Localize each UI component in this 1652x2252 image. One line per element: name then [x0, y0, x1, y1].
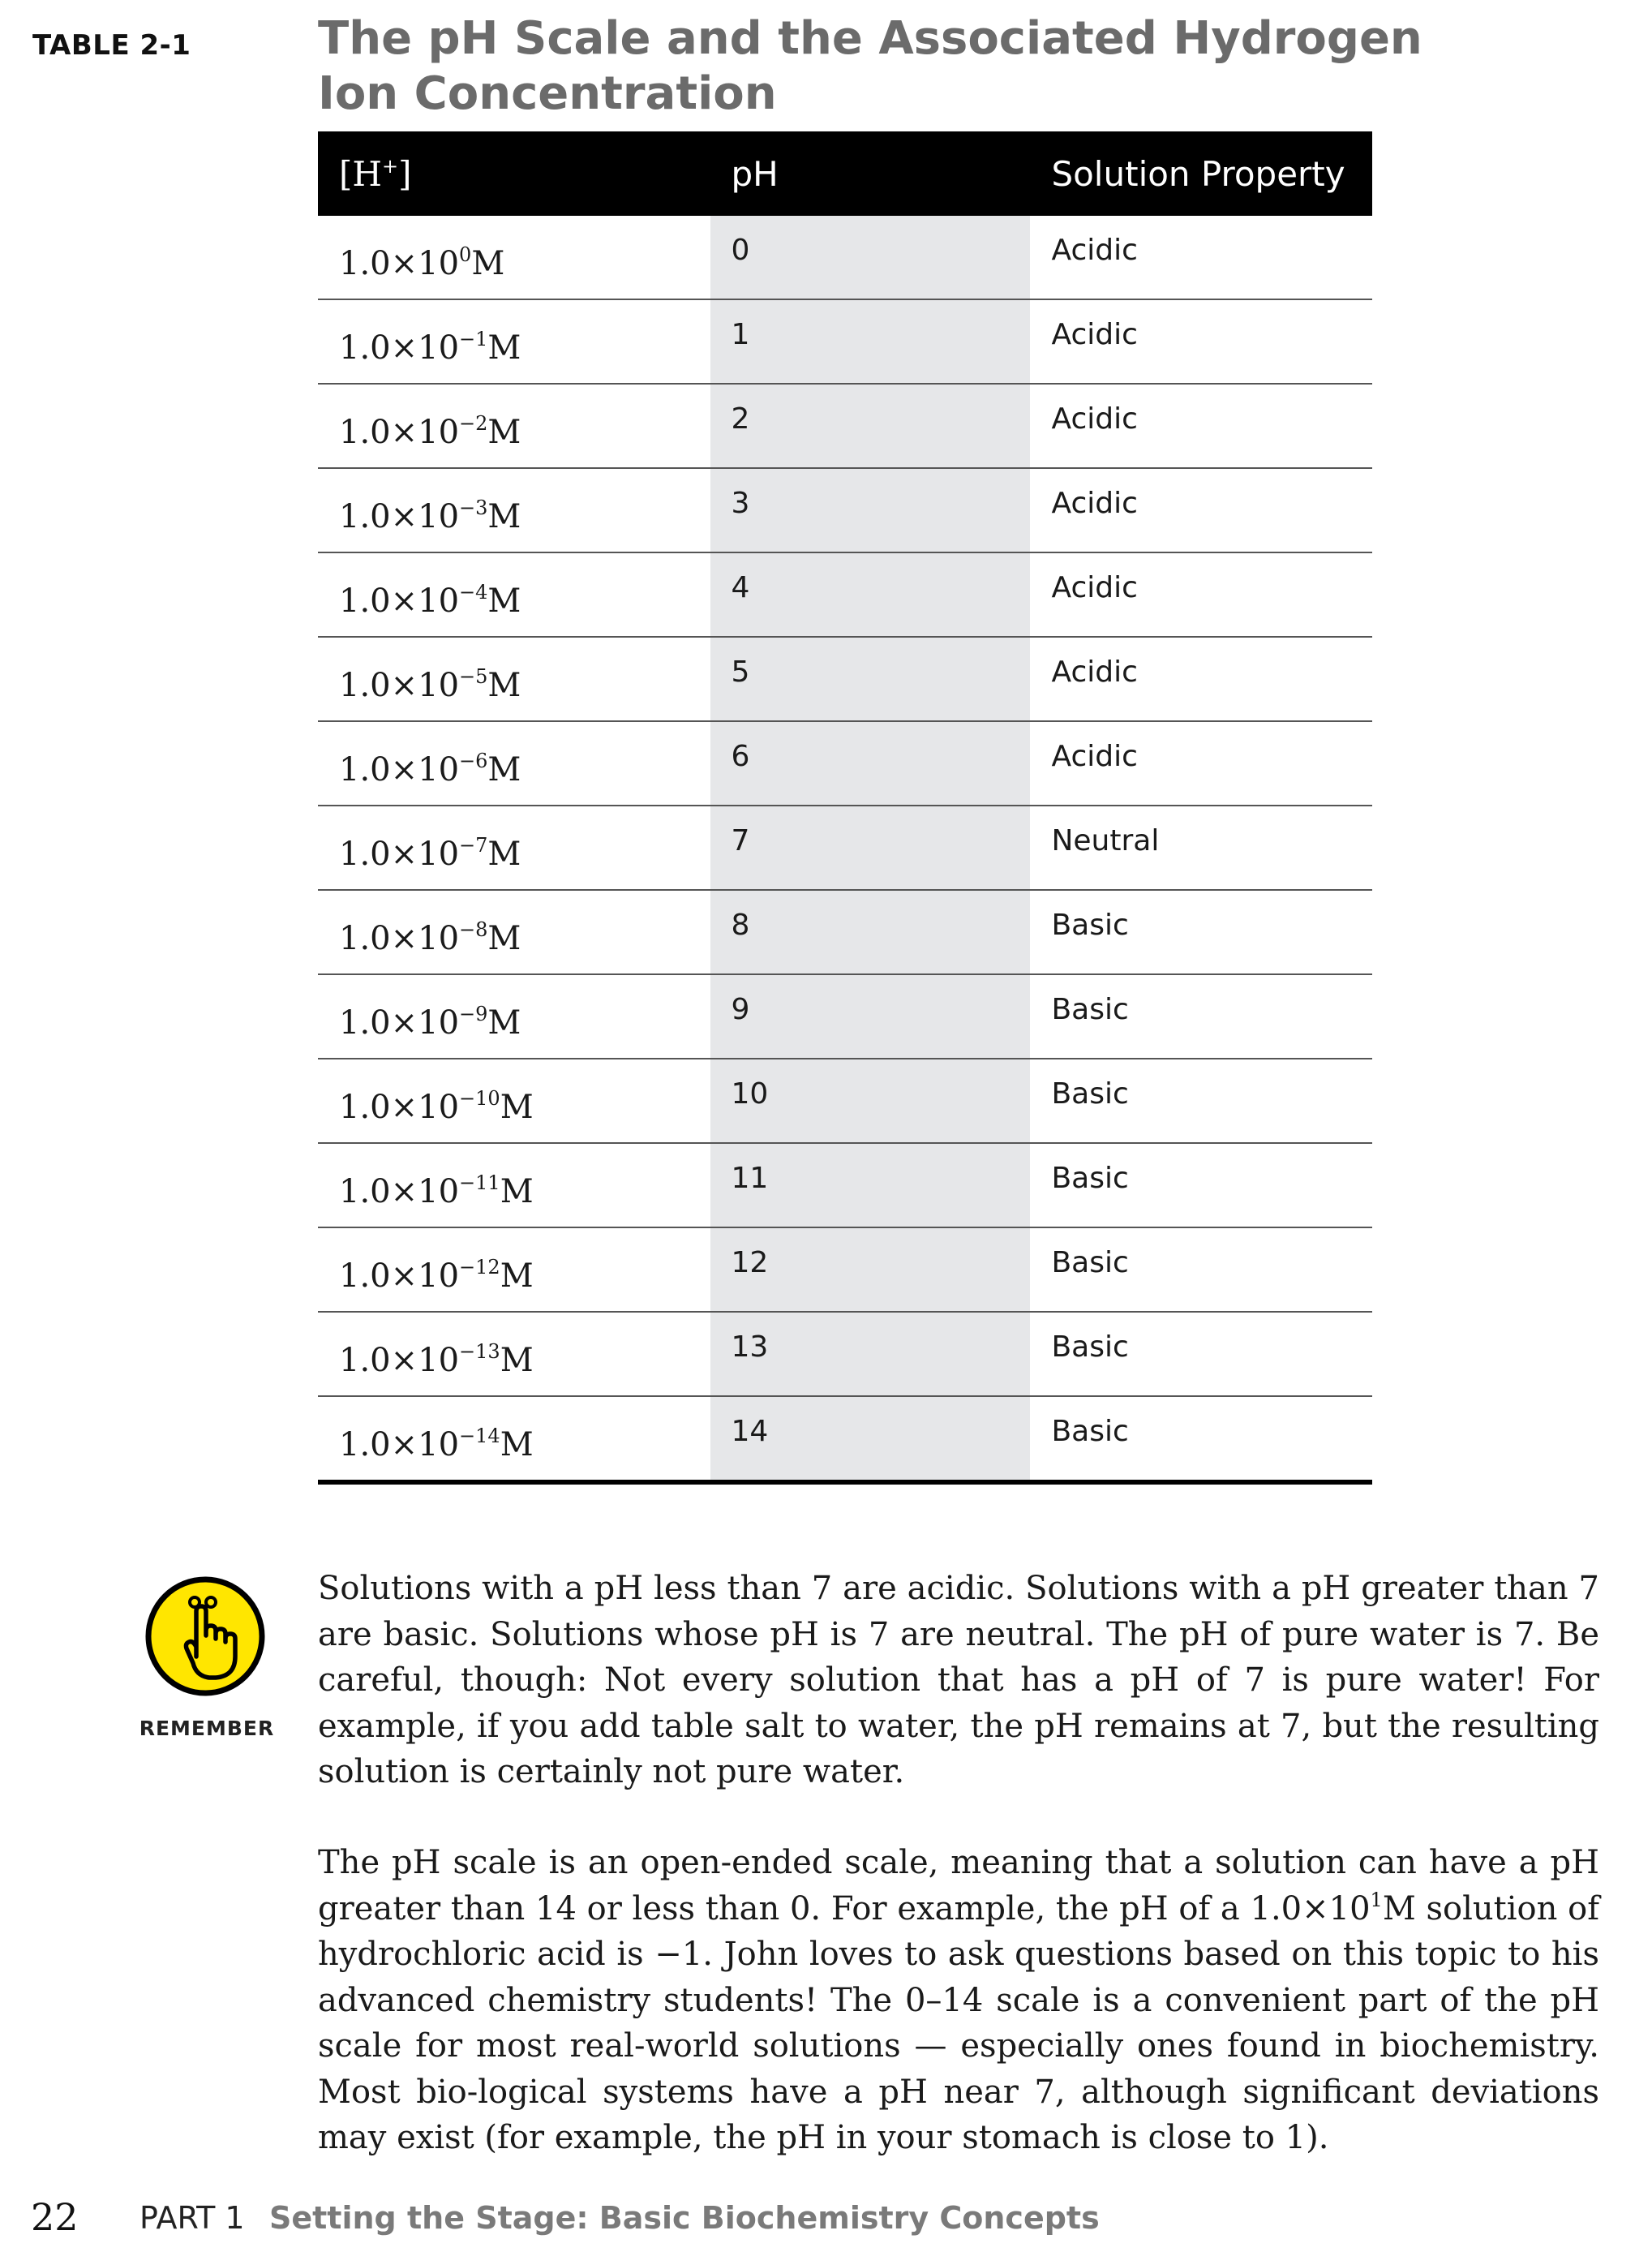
header-h-sup: + [382, 154, 399, 178]
concentration-coefficient: 1.0×10 [339, 329, 460, 367]
paragraph-remember: Solutions with a pH less than 7 are acidic. Solutions with a pH greater than 7 are basic. Solutions whose pH is 7 are neutral. The pH of pure water is 7. Be careful, though: Not every solution that has a pH of 7 is pure water! For example, if you add table salt to water, the pH remains at 7, but the resulting solution is certainly not pure water. [318, 1570, 1599, 1790]
cell-ph-value: 12 [710, 1227, 1031, 1312]
cell-hydrogen-concentration [318, 806, 710, 890]
footer-part-title: Setting the Stage: Basic Biochemistry Concepts [269, 2200, 1100, 2236]
concentration-coefficient: 1.0×10 [339, 1173, 460, 1210]
page-number: 22 [31, 2195, 79, 2239]
table-header-row [318, 131, 1372, 216]
concentration-coefficient: 1.0×10 [339, 836, 460, 873]
cell-hydrogen-concentration [318, 1059, 710, 1143]
concentration-exponent: −12 [459, 1256, 500, 1279]
concentration-exponent: −6 [459, 750, 488, 772]
cell-hydrogen-concentration [318, 637, 710, 721]
cell-solution-property: Acidic [1030, 552, 1372, 637]
concentration-exponent: −9 [459, 1003, 488, 1025]
paragraph-2-part-1: The pH scale is an open-ended scale, meaning that a solution can have a pH greater than 14 or less than 0. For example, the pH of a 1.0×10 [318, 1844, 1599, 1928]
pointing-finger-icon [144, 1575, 266, 1697]
concentration-coefficient: 1.0×10 [339, 245, 460, 282]
concentration-exponent: −4 [459, 581, 488, 604]
concentration-coefficient: 1.0×10 [339, 920, 460, 957]
ph-scale-table [318, 131, 1372, 1485]
concentration-unit: M [487, 329, 521, 367]
table-row [318, 216, 1372, 299]
cell-hydrogen-concentration [318, 974, 710, 1059]
cell-hydrogen-concentration [318, 216, 710, 299]
cell-solution-property: Acidic [1030, 299, 1372, 384]
header-h-base: [H [339, 153, 383, 194]
cell-ph-value: 9 [710, 974, 1031, 1059]
cell-hydrogen-concentration [318, 1312, 710, 1396]
cell-hydrogen-concentration [318, 890, 710, 974]
concentration-exponent: −13 [459, 1340, 500, 1363]
remember-icon [144, 1575, 266, 1697]
cell-solution-property: Basic [1030, 1396, 1372, 1482]
concentration-unit: M [500, 1426, 534, 1463]
paragraph-2-part-2: M solution of hydrochloric acid is −1. John loves to ask questions based on this topic to his advanced chemistry students! The 0–14 scale is a convenient part of the pH scale for most real-world solutions — especially ones found in biochemistry. Most bio-logical systems have a pH near 7, although significant deviations may exist (for example, the pH in your stomach is close to 1). [318, 1889, 1599, 2156]
table-row [318, 1312, 1372, 1396]
concentration-coefficient: 1.0×10 [339, 751, 460, 789]
concentration-exponent: −10 [459, 1087, 500, 1110]
remember-label: REMEMBER [139, 1717, 275, 1740]
cell-hydrogen-concentration [318, 1143, 710, 1227]
table-row [318, 468, 1372, 552]
table-row [318, 890, 1372, 974]
cell-solution-property: Basic [1030, 1143, 1372, 1227]
cell-solution-property: Acidic [1030, 637, 1372, 721]
table-row [318, 1143, 1372, 1227]
concentration-coefficient: 1.0×10 [339, 582, 460, 620]
concentration-coefficient: 1.0×10 [339, 667, 460, 704]
cell-ph-value: 6 [710, 721, 1031, 806]
concentration-exponent: −8 [459, 918, 488, 941]
cell-hydrogen-concentration [318, 552, 710, 637]
cell-hydrogen-concentration [318, 299, 710, 384]
cell-hydrogen-concentration [318, 384, 710, 468]
cell-solution-property: Neutral [1030, 806, 1372, 890]
table-row [318, 552, 1372, 637]
concentration-coefficient: 1.0×10 [339, 1342, 460, 1379]
table-row [318, 1396, 1372, 1482]
cell-hydrogen-concentration [318, 468, 710, 552]
cell-solution-property: Basic [1030, 1227, 1372, 1312]
concentration-coefficient: 1.0×10 [339, 1004, 460, 1042]
cell-ph-value: 0 [710, 216, 1031, 299]
concentration-unit: M [487, 751, 521, 789]
footer-part-label: PART 1 [139, 2200, 245, 2236]
concentration-coefficient: 1.0×10 [339, 1426, 460, 1463]
concentration-unit: M [500, 1173, 534, 1210]
cell-solution-property: Basic [1030, 974, 1372, 1059]
cell-hydrogen-concentration [318, 1396, 710, 1482]
table-row [318, 384, 1372, 468]
header-ph: pH [710, 131, 1031, 216]
cell-solution-property: Acidic [1030, 216, 1372, 299]
cell-ph-value: 11 [710, 1143, 1031, 1227]
concentration-unit: M [471, 245, 505, 282]
cell-solution-property: Basic [1030, 890, 1372, 974]
cell-ph-value: 5 [710, 637, 1031, 721]
concentration-unit: M [487, 1004, 521, 1042]
table-row [318, 299, 1372, 384]
concentration-unit: M [487, 920, 521, 957]
header-h-close: ] [398, 153, 412, 194]
cell-ph-value: 7 [710, 806, 1031, 890]
concentration-exponent: 0 [459, 243, 472, 266]
header-hydrogen-ion [318, 131, 710, 216]
paragraph-2-superscript: 1 [1370, 1888, 1383, 1911]
concentration-unit: M [487, 414, 521, 451]
concentration-unit: M [487, 667, 521, 704]
cell-ph-value: 10 [710, 1059, 1031, 1143]
concentration-unit: M [487, 582, 521, 620]
cell-solution-property: Acidic [1030, 721, 1372, 806]
cell-hydrogen-concentration [318, 721, 710, 806]
concentration-exponent: −14 [459, 1425, 500, 1447]
concentration-exponent: −1 [459, 328, 488, 350]
cell-ph-value: 8 [710, 890, 1031, 974]
concentration-coefficient: 1.0×10 [339, 1257, 460, 1295]
cell-solution-property: Basic [1030, 1059, 1372, 1143]
table-row [318, 637, 1372, 721]
table-row [318, 806, 1372, 890]
concentration-unit: M [500, 1257, 534, 1295]
table-row [318, 1059, 1372, 1143]
concentration-exponent: −7 [459, 834, 488, 857]
cell-solution-property: Acidic [1030, 468, 1372, 552]
concentration-coefficient: 1.0×10 [339, 414, 460, 451]
concentration-exponent: −2 [459, 412, 488, 435]
concentration-unit: M [500, 1342, 534, 1379]
cell-hydrogen-concentration [318, 1227, 710, 1312]
concentration-exponent: −5 [459, 665, 488, 688]
cell-ph-value: 4 [710, 552, 1031, 637]
table-label: TABLE 2-1 [32, 29, 191, 62]
table-title: The pH Scale and the Associated Hydrogen Ion Concentration [318, 12, 1422, 120]
cell-ph-value: 1 [710, 299, 1031, 384]
concentration-unit: M [500, 1089, 534, 1126]
table-row [318, 721, 1372, 806]
concentration-coefficient: 1.0×10 [339, 498, 460, 535]
cell-ph-value: 13 [710, 1312, 1031, 1396]
concentration-unit: M [487, 836, 521, 873]
cell-ph-value: 2 [710, 384, 1031, 468]
concentration-unit: M [487, 498, 521, 535]
concentration-coefficient: 1.0×10 [339, 1089, 460, 1126]
cell-solution-property: Acidic [1030, 384, 1372, 468]
concentration-exponent: −3 [459, 496, 488, 519]
concentration-exponent: −11 [459, 1171, 500, 1194]
table-row [318, 1227, 1372, 1312]
table-row [318, 974, 1372, 1059]
header-solution-property: Solution Property [1030, 131, 1372, 216]
cell-ph-value: 3 [710, 468, 1031, 552]
cell-ph-value: 14 [710, 1396, 1031, 1482]
paragraph-open-ended-scale [318, 1840, 1599, 2161]
cell-solution-property: Basic [1030, 1312, 1372, 1396]
